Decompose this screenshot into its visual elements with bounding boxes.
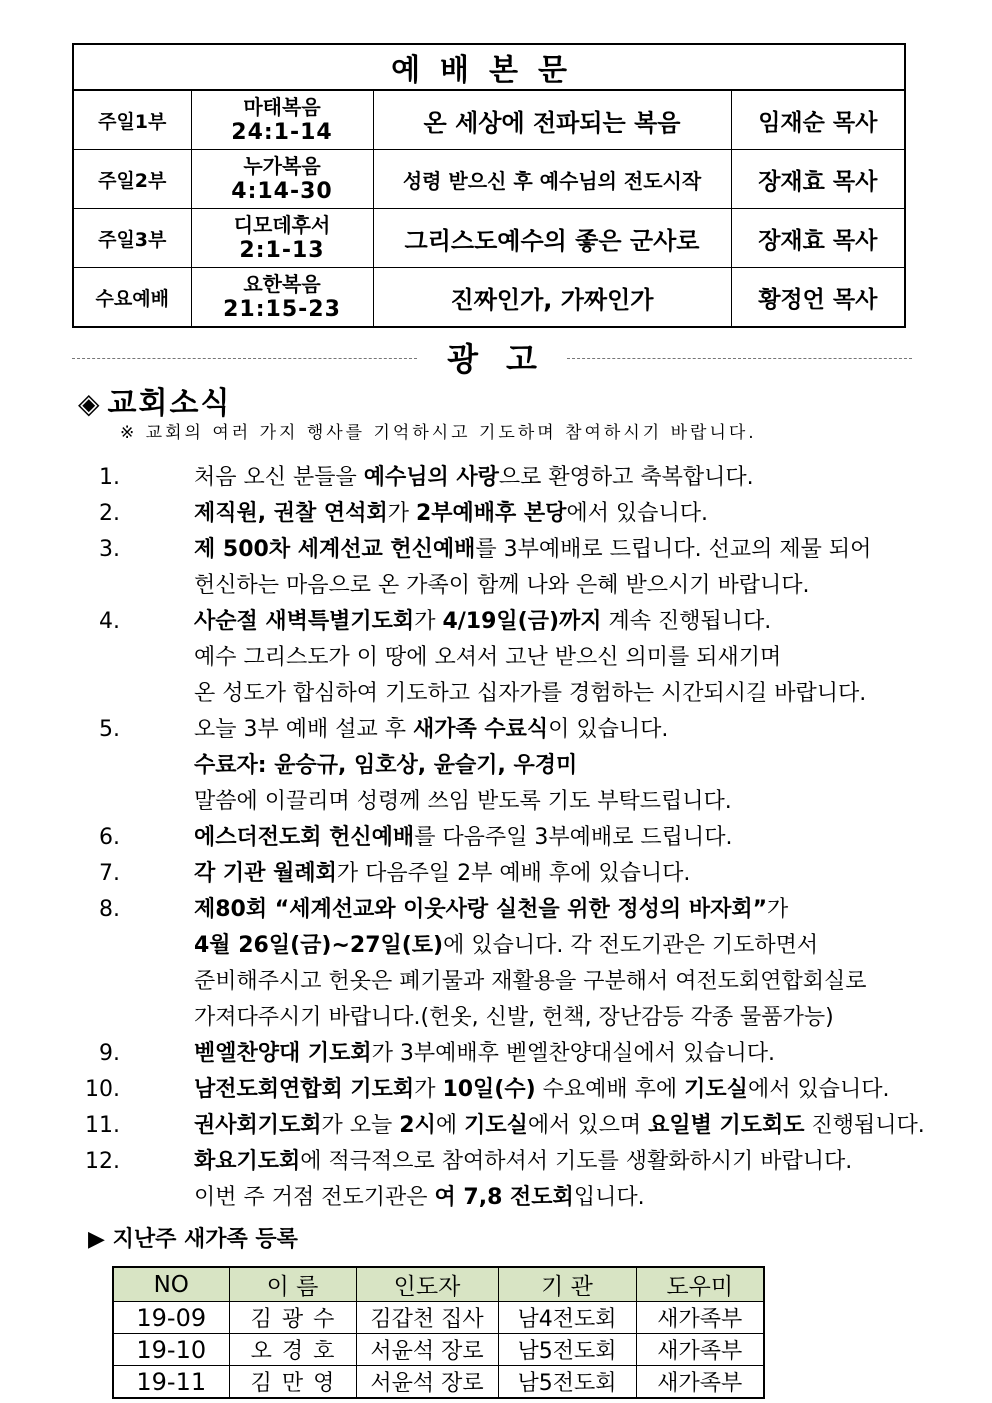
item-text: 가 xyxy=(767,897,789,922)
helper: 새가족부 xyxy=(636,1334,764,1366)
item-line xyxy=(194,856,690,892)
scripture-book: 디모데후서 xyxy=(233,213,331,237)
worship-row xyxy=(73,209,905,268)
preacher: 장재효 목사 xyxy=(731,209,905,268)
item-text: 에 있습니다. 각 전도기관은 기도하면서 xyxy=(443,933,819,958)
table-row xyxy=(113,1302,764,1334)
ad-heading xyxy=(72,334,912,378)
emphasis-text: 기도실 xyxy=(464,1113,528,1138)
item-content xyxy=(194,496,708,532)
item-line xyxy=(194,784,732,820)
emphasis-text: 10일(수) xyxy=(442,1077,536,1102)
column-header: 이 름 xyxy=(229,1267,356,1302)
emphasis-text: 사순절 새벽특별기도회 xyxy=(194,609,415,634)
organization: 남5전도회 xyxy=(498,1334,636,1366)
item-line xyxy=(194,568,871,604)
diamond-icon: ◈ xyxy=(78,387,102,420)
item-content xyxy=(194,1108,925,1144)
emphasis-text: 제80회 “세계선교와 이웃사랑 실천을 위한 정성의 바자회” xyxy=(194,897,768,922)
item-line xyxy=(194,1036,775,1072)
item-line xyxy=(194,640,866,676)
emphasis-text: 2부예배후 본당 xyxy=(415,501,567,526)
news-item xyxy=(70,604,930,706)
item-content xyxy=(194,712,732,820)
emphasis-text: 에스더전도회 헌신예배 xyxy=(194,825,415,850)
worship-row xyxy=(73,90,905,150)
worship-rows xyxy=(73,90,905,327)
scripture xyxy=(191,209,373,268)
item-number: 7. xyxy=(99,861,120,886)
emphasis-text: 각 기관 월례회 xyxy=(194,861,337,886)
scripture-book: 누가복음 xyxy=(243,154,321,178)
item-text: 에 xyxy=(435,1113,465,1138)
news-item xyxy=(70,1072,930,1108)
scripture-ref: 4:14-30 xyxy=(231,179,333,204)
news-item xyxy=(70,820,930,856)
item-line xyxy=(194,820,732,856)
item-text: 가 3부예배후 벧엘찬양대실에서 있습니다. xyxy=(371,1041,775,1066)
emphasis-text: 2시 xyxy=(399,1113,436,1138)
item-text: 처음 오신 분들을 xyxy=(194,465,364,490)
item-line xyxy=(194,1108,925,1144)
column-header: 기 관 xyxy=(498,1267,636,1302)
service-name: 수요예배 xyxy=(73,268,191,328)
item-number: 6. xyxy=(99,825,120,850)
divider-right xyxy=(567,358,912,359)
item-text: 입니다. xyxy=(573,1185,645,1210)
member-name: 김광수 xyxy=(229,1302,356,1334)
service-name: 주일2부 xyxy=(73,150,191,209)
item-line xyxy=(194,1144,852,1180)
scripture-ref: 21:15-23 xyxy=(223,297,341,322)
item-text: 예수 그리스도가 이 땅에 오셔서 고난 받으신 의미를 되새기며 xyxy=(194,645,782,670)
worship-table xyxy=(72,43,906,328)
item-text: 에서 있습니다. xyxy=(566,501,708,526)
emphasis-text: 남전도회연합회 기도회 xyxy=(194,1077,415,1102)
news-item xyxy=(70,856,930,892)
news-item xyxy=(70,892,930,1030)
item-number: 4. xyxy=(99,609,120,634)
scripture-book: 마태복음 xyxy=(243,95,321,119)
item-text: 가 xyxy=(387,501,416,526)
scripture xyxy=(191,90,373,150)
item-text: 으로 환영하고 축복합니다. xyxy=(498,465,754,490)
item-text: 가져다주시기 바랍니다.(헌옷, 신발, 헌책, 장난감등 각종 물품가능) xyxy=(194,1005,834,1030)
emphasis-text: 수료자: 윤승규, 임호상, 윤슬기, 우경미 xyxy=(194,753,578,778)
item-number: 5. xyxy=(99,717,120,742)
item-number: 8. xyxy=(99,897,120,922)
item-text: 오늘 3부 예배 설교 후 xyxy=(194,717,413,742)
item-text: 를 다음주일 3부예배로 드립니다. xyxy=(414,825,733,850)
column-header: 인도자 xyxy=(356,1267,498,1302)
registration-header-row xyxy=(113,1267,764,1302)
reg-no: 19-11 xyxy=(113,1366,229,1399)
scripture-book: 요한복음 xyxy=(243,272,321,296)
worship-row xyxy=(73,268,905,328)
emphasis-text: 제 500차 세계선교 헌신예배 xyxy=(194,537,476,562)
item-text: 를 3부예배로 드립니다. 선교의 제물 되어 xyxy=(475,537,872,562)
scripture-ref: 24:1-14 xyxy=(231,120,333,145)
worship-title: 예배본문 xyxy=(73,44,905,90)
emphasis-text: 새가족 수료식 xyxy=(412,717,549,742)
emphasis-text: 4/19일(금)까지 xyxy=(442,609,602,634)
divider-left xyxy=(72,358,417,359)
item-number: 1. xyxy=(99,465,120,490)
ad-title: 광고 xyxy=(447,340,565,378)
item-content xyxy=(194,820,732,856)
item-content xyxy=(194,892,867,1036)
item-number: 10. xyxy=(85,1077,120,1102)
item-text: 계속 진행됩니다. xyxy=(601,609,772,634)
registration-heading: ▶ 지난주 새가족 등록 xyxy=(88,1227,298,1252)
item-line xyxy=(194,928,867,964)
item-text: 가 다음주일 2부 예배 후에 있습니다. xyxy=(336,861,691,886)
item-line xyxy=(194,1000,867,1036)
table-row xyxy=(113,1334,764,1366)
item-content xyxy=(194,1144,852,1216)
item-content xyxy=(194,856,690,892)
news-item xyxy=(70,532,930,598)
emphasis-text: 4월 26일(금)~27일(토) xyxy=(194,933,444,958)
news-item xyxy=(70,1144,930,1210)
helper: 새가족부 xyxy=(636,1302,764,1334)
guide: 김갑천 집사 xyxy=(356,1302,498,1334)
emphasis-text: 요일별 기도회도 xyxy=(648,1113,805,1138)
item-line xyxy=(194,1180,852,1216)
item-text: 이번 주 거점 전도기관은 xyxy=(194,1185,435,1210)
item-line xyxy=(194,604,866,640)
member-name: 김만영 xyxy=(229,1366,356,1399)
service-name: 주일3부 xyxy=(73,209,191,268)
column-header: NO xyxy=(113,1267,229,1302)
item-line xyxy=(194,532,871,568)
item-line xyxy=(194,1072,889,1108)
emphasis-text: 제직원, 권찰 연석회 xyxy=(194,501,388,526)
item-number: 9. xyxy=(99,1041,120,1066)
item-text: 진행됩니다. xyxy=(804,1113,925,1138)
table-row xyxy=(113,1366,764,1399)
scripture xyxy=(191,150,373,209)
column-header: 도우미 xyxy=(636,1267,764,1302)
reg-no: 19-09 xyxy=(113,1302,229,1334)
scripture-ref: 2:1-13 xyxy=(239,238,325,263)
item-text: 온 성도가 합심하여 기도하고 십자가를 경험하는 시간되시길 바랍니다. xyxy=(194,681,867,706)
item-line xyxy=(194,748,732,784)
sermon-title: 그리스도예수의 좋은 군사로 xyxy=(373,209,731,268)
news-item xyxy=(70,1108,930,1144)
item-text: 이 있습니다. xyxy=(548,717,669,742)
emphasis-text: 벧엘찬양대 기도회 xyxy=(194,1041,372,1066)
service-name: 주일1부 xyxy=(73,90,191,150)
registration-table xyxy=(112,1266,765,1399)
guide: 서윤석 장로 xyxy=(356,1366,498,1399)
sermon-title: 성령 받으신 후 예수님의 전도시작 xyxy=(373,150,731,209)
preacher: 임재순 목사 xyxy=(731,90,905,150)
item-line xyxy=(194,712,732,748)
item-number: 12. xyxy=(85,1149,120,1174)
organization: 남4전도회 xyxy=(498,1302,636,1334)
item-line xyxy=(194,964,867,1000)
item-text: 가 오늘 xyxy=(321,1113,400,1138)
item-line xyxy=(194,676,866,712)
sermon-title: 진짜인가, 가짜인가 xyxy=(373,268,731,328)
item-number: 3. xyxy=(99,537,120,562)
guide: 서윤석 장로 xyxy=(356,1334,498,1366)
member-name: 오경호 xyxy=(229,1334,356,1366)
registration-rows xyxy=(113,1302,764,1399)
emphasis-text: 기도실 xyxy=(684,1077,748,1102)
item-text: 가 xyxy=(414,609,443,634)
preacher: 장재효 목사 xyxy=(731,150,905,209)
emphasis-text: 화요기도회 xyxy=(194,1149,301,1174)
news-item xyxy=(70,1036,930,1072)
news-note: ※ 교회의 여러 가지 행사를 기억하시고 기도하며 참여하시기 바랍니다. xyxy=(120,423,757,443)
item-text: 말씀에 이끌리며 성령께 쓰임 받도록 기도 부탁드립니다. xyxy=(194,789,732,814)
news-heading xyxy=(78,378,231,422)
item-content xyxy=(194,532,871,604)
item-text: 에서 있으며 xyxy=(527,1113,649,1138)
emphasis-text: 권사회기도회 xyxy=(194,1113,322,1138)
scripture xyxy=(191,268,373,328)
preacher: 황정언 목사 xyxy=(731,268,905,328)
news-heading-text: 교회소식 xyxy=(107,386,232,421)
item-line xyxy=(194,496,708,532)
item-content xyxy=(194,460,754,496)
sermon-title: 온 세상에 전파되는 복음 xyxy=(373,90,731,150)
item-line xyxy=(194,460,754,496)
emphasis-text: 예수님의 사랑 xyxy=(363,465,499,490)
item-content xyxy=(194,1036,775,1072)
helper: 새가족부 xyxy=(636,1366,764,1399)
reg-no: 19-10 xyxy=(113,1334,229,1366)
item-text: 수요예배 후에 xyxy=(535,1077,685,1102)
news-item xyxy=(70,496,930,532)
worship-row xyxy=(73,150,905,209)
item-content xyxy=(194,1072,889,1108)
item-number: 2. xyxy=(99,501,120,526)
item-text: 에 적극적으로 참여하셔서 기도를 생활화하시기 바랍니다. xyxy=(300,1149,853,1174)
news-item xyxy=(70,460,930,496)
emphasis-text: 여 7,8 전도회 xyxy=(434,1185,574,1210)
item-content xyxy=(194,604,866,712)
item-text: 가 xyxy=(414,1077,443,1102)
item-line xyxy=(194,892,867,928)
item-number: 11. xyxy=(85,1113,120,1138)
item-text: 준비해주시고 헌옷은 폐기물과 재활용을 구분해서 여전도회연합회실로 xyxy=(194,969,867,994)
item-text: 헌신하는 마음으로 온 가족이 함께 나와 은혜 받으시기 바랍니다. xyxy=(194,573,810,598)
news-item xyxy=(70,712,930,814)
item-text: 에서 있습니다. xyxy=(747,1077,890,1102)
organization: 남5전도회 xyxy=(498,1366,636,1399)
